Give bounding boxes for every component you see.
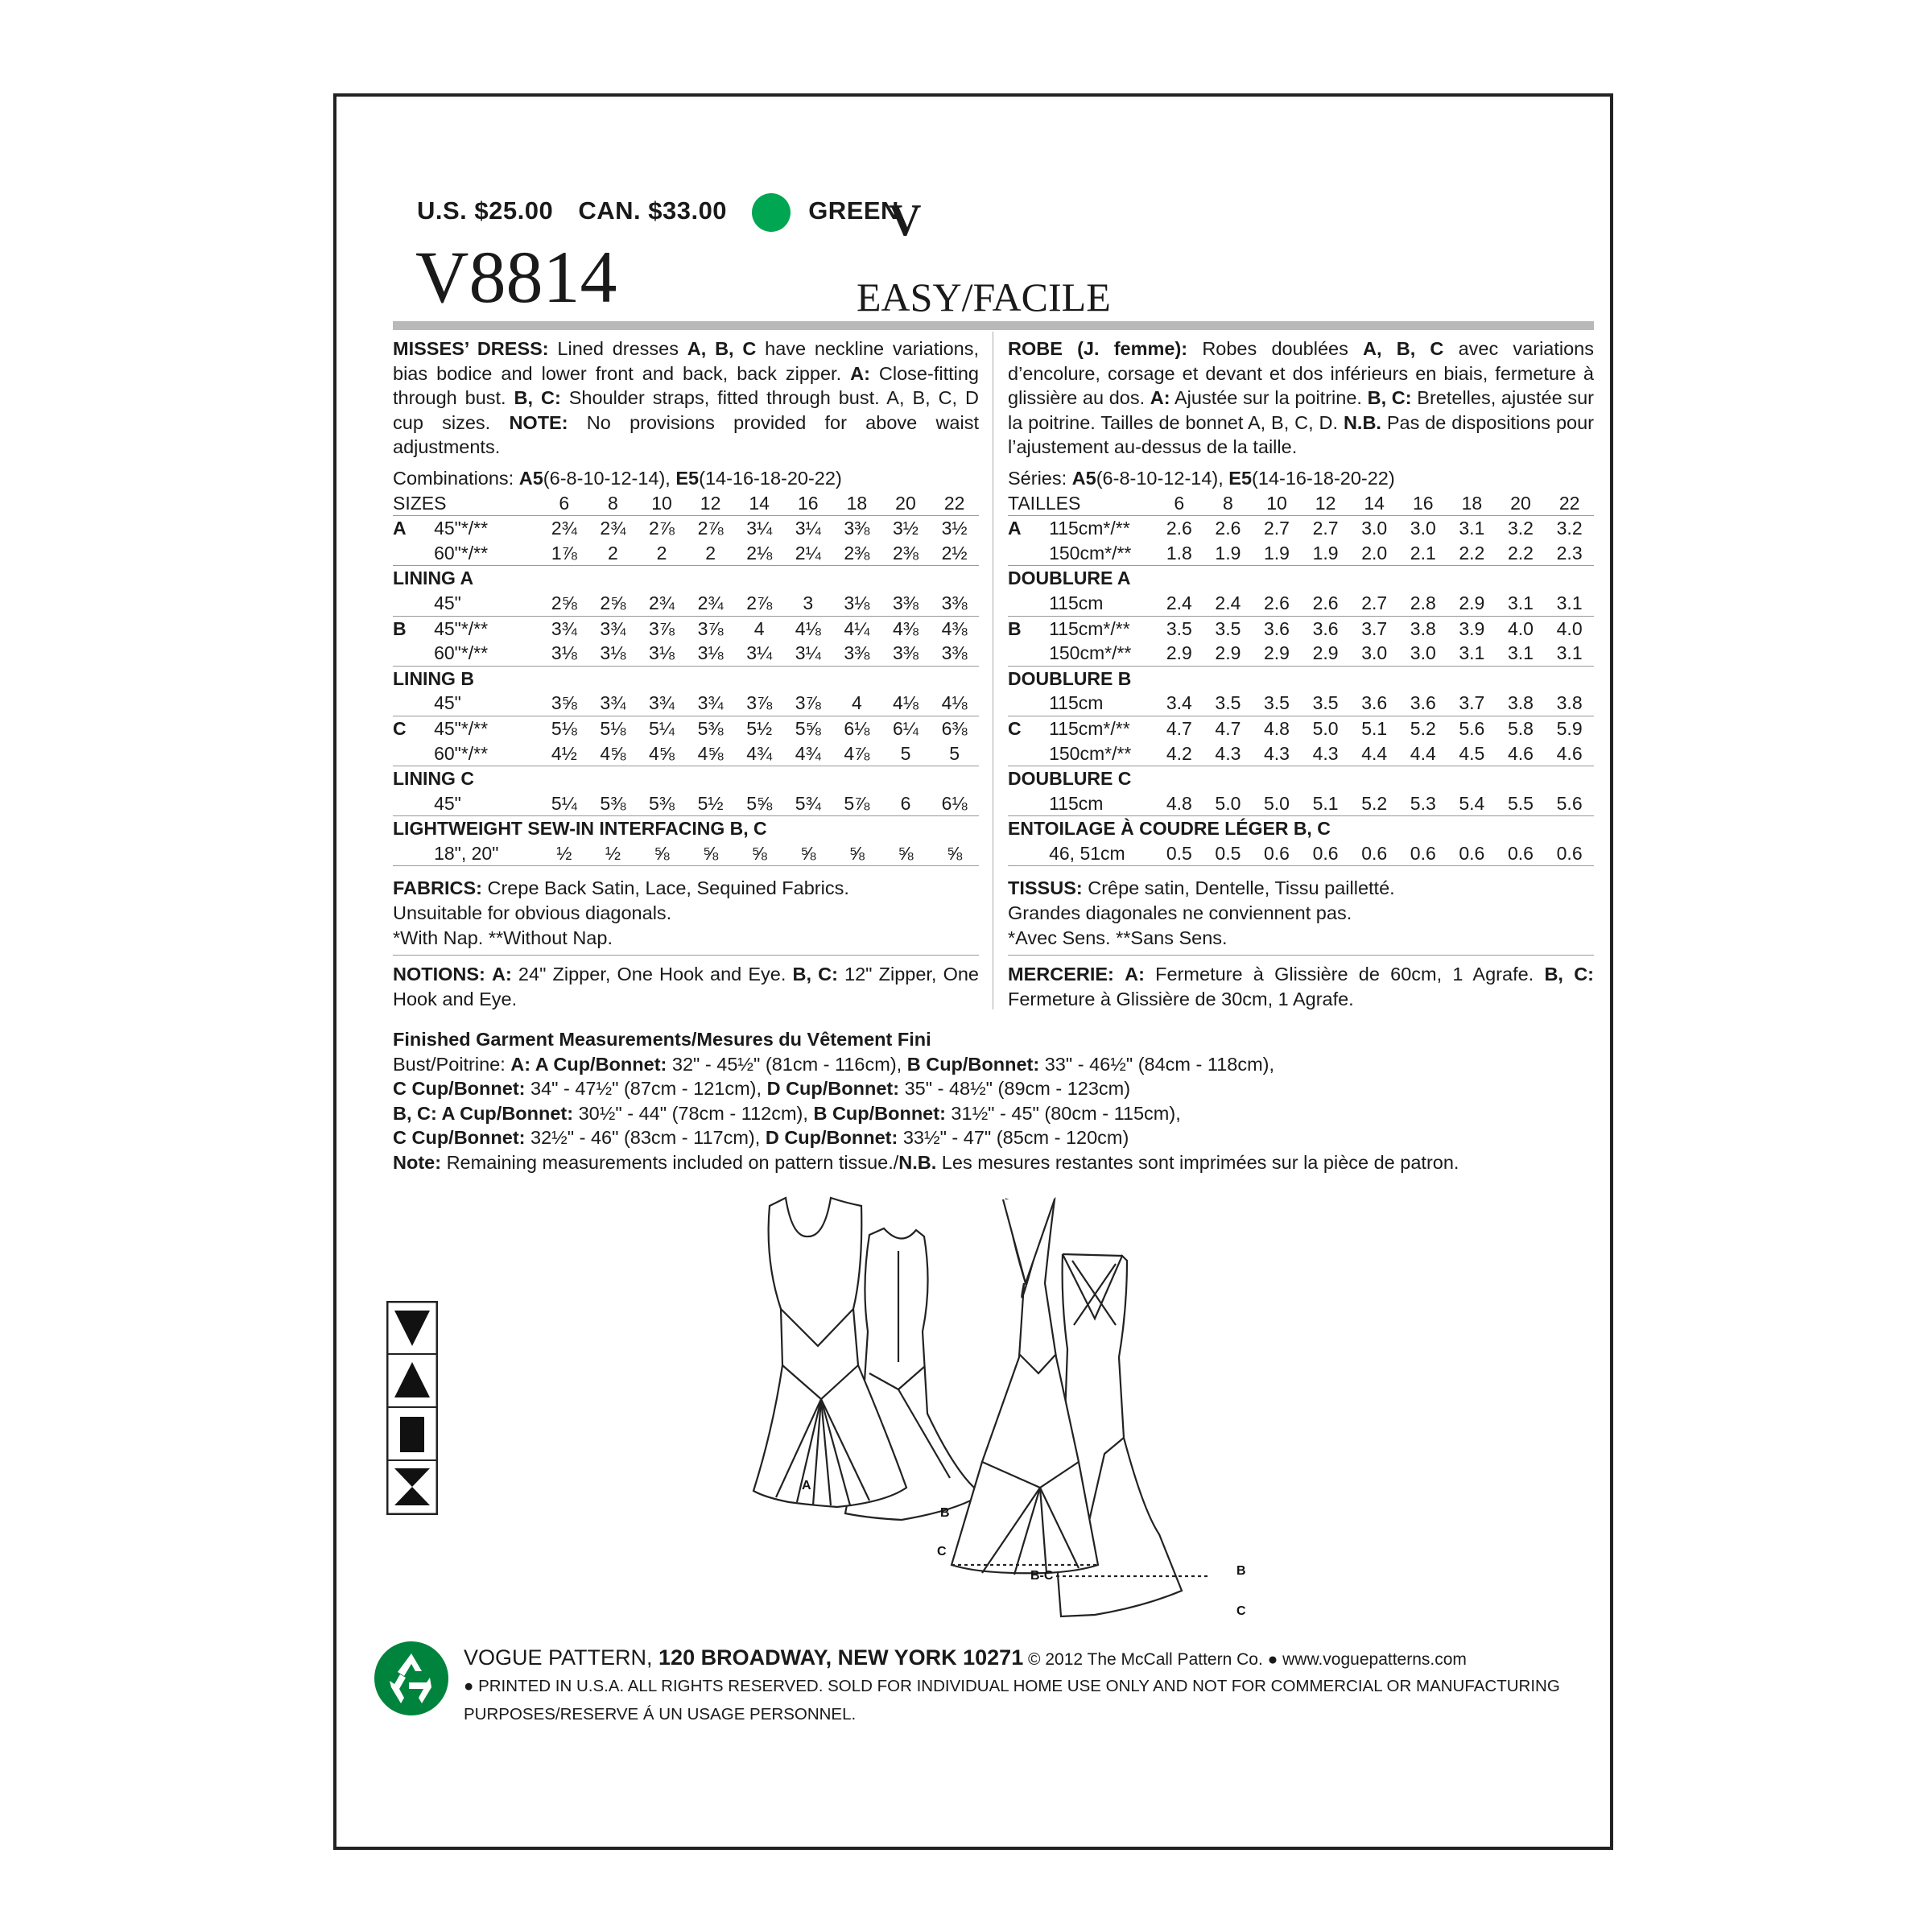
- table-row: 150cm*/** 1.8 1.9 1.9 1.9 2.0 2.1 2.2 2.2 2.3: [1008, 541, 1594, 566]
- table-row: LINING B: [393, 667, 474, 689]
- table-row: A 45"*/** 2¾ 2¾ 2⅞ 2⅞ 3¼ 3¼ 3⅜ 3½ 3½: [393, 518, 968, 539]
- size-header: 20: [881, 491, 931, 516]
- size-header: 12: [686, 491, 735, 516]
- square-icon: [400, 1417, 424, 1452]
- view-label-c: C: [937, 1545, 947, 1558]
- table-row: 60"*/** 3⅛ 3⅛ 3⅛ 3⅛ 3¼ 3¼ 3⅜ 3⅜ 3⅜: [393, 641, 979, 666]
- table-row: 46, 51cm 0.5 0.5 0.6 0.6 0.6 0.6 0.6 0.6 0.6: [1008, 841, 1594, 866]
- table-row: DOUBLURE B: [1008, 667, 1132, 689]
- table-row: 45" 3⅝ 3¾ 3¾ 3¾ 3⅞ 3⅞ 4 4⅛ 4⅛: [393, 691, 979, 716]
- notch-symbols: [386, 1301, 438, 1515]
- size-header: 8: [1203, 491, 1253, 516]
- english-combinations: Combinations: A5(6-8-10-12-14), E5(14-16-18-20-22): [393, 467, 842, 489]
- footer: [464, 1645, 1607, 1728]
- size-header: 22: [1545, 491, 1594, 516]
- english-yardage-table: [393, 491, 979, 867]
- view-label-b: B: [940, 1506, 950, 1520]
- view-label-c-back: C: [1236, 1604, 1246, 1618]
- measurements-title: Finished Garment Measurements/Mesures du Vêtement Fini: [393, 1029, 931, 1050]
- table-row: 115cm 4.8 5.0 5.0 5.1 5.2 5.3 5.4 5.5 5.6: [1008, 791, 1594, 816]
- size-header: 16: [783, 491, 832, 516]
- english-description: MISSES’ DRESS: Lined dresses A, B, C have neckline variations, bias bodice and lower front and back, back zipper. A: Close-fitting through bust. B, C: Shoulder straps, fitted through bust. A, B, C, D cup sizes. NOTE: No provisions provided for above waist adjustments.: [393, 338, 980, 458]
- table-row: C 45"*/** 5⅛ 5⅛ 5¼ 5⅜ 5½ 5⅝ 6⅛ 6¼ 6⅜: [393, 717, 968, 739]
- table-row: 45" 5¼ 5⅜ 5⅜ 5½ 5⅝ 5¾ 5⅞ 6 6⅛: [393, 791, 979, 816]
- size-header: 18: [832, 491, 881, 516]
- size-header: 10: [638, 491, 687, 516]
- can-price: CAN. $33.00: [578, 196, 728, 225]
- size-header: 12: [1301, 491, 1350, 516]
- table-row: B 115cm*/** 3.5 3.5 3.6 3.6 3.7 3.8 3.9 4.0 4.0: [1008, 617, 1583, 639]
- table-row: 60"*/** 4½ 4⅝ 4⅝ 4⅝ 4¾ 4¾ 4⅞ 5 5: [393, 741, 979, 766]
- view-label-b-back: B: [1236, 1564, 1246, 1578]
- size-header: 20: [1496, 491, 1546, 516]
- measurement-line: C Cup/Bonnet: 32½" - 46" (83cm - 117cm), D Cup/Bonnet: 33½" - 47" (85cm - 120cm): [393, 1127, 1129, 1149]
- table-header: TAILLES: [1008, 491, 1155, 516]
- recycle-icon: [374, 1641, 449, 1716]
- measurement-line: B, C: A Cup/Bonnet: 30½" - 44" (78cm - 112cm), B Cup/Bonnet: 31½" - 45" (80cm - 115cm),: [393, 1102, 1181, 1124]
- size-header: 10: [1253, 491, 1302, 516]
- table-header: SIZES: [393, 491, 540, 516]
- table-row: 115cm 2.4 2.4 2.6 2.6 2.7 2.8 2.9 3.1 3.1: [1008, 591, 1594, 616]
- size-header: 16: [1398, 491, 1447, 516]
- table-row: ENTOILAGE À COUDRE LÉGER B, C: [1008, 818, 1331, 840]
- table-row: DOUBLURE A: [1008, 568, 1131, 589]
- header-rule: [393, 321, 1594, 330]
- measurement-line: Note: Remaining measurements included on pattern tissue./N.B. Les mesures restantes sont imprimées sur la pièce de patron.: [393, 1151, 1459, 1173]
- vogue-logo-mark: V: [889, 196, 922, 246]
- french-fabrics: TISSUS: Crêpe satin, Dentelle, Tissu pailletté. Grandes diagonales ne conviennent pas. *Avec Sens. **Sans Sens.: [1008, 876, 1594, 956]
- measurement-line: C Cup/Bonnet: 34" - 47½" (87cm - 121cm), D Cup/Bonnet: 35" - 48½" (89cm - 123cm): [393, 1078, 1131, 1100]
- table-row: DOUBLURE C: [1008, 768, 1132, 790]
- footer-rights: ● PRINTED IN U.S.A. ALL RIGHTS RESERVED. SOLD FOR INDIVIDUAL HOME USE ONLY AND NOT FOR COMMERCIAL OR MANUFACTURING PURPOSES/RESERVE Á UN USAGE PERSONNEL.: [464, 1677, 1560, 1724]
- table-row: 150cm*/** 2.9 2.9 2.9 2.9 3.0 3.0 3.1 3.1 3.1: [1008, 641, 1594, 666]
- difficulty-label: EASY/FACILE: [857, 275, 1111, 320]
- finished-measurements: [393, 1027, 1600, 1175]
- table-row: 18", 20" ½ ½ ⅝ ⅝ ⅝ ⅝ ⅝ ⅝ ⅝: [393, 841, 979, 866]
- dress-a-front-drawing: [753, 1198, 906, 1507]
- size-header: 6: [1155, 491, 1204, 516]
- us-price: U.S. $25.00: [417, 196, 554, 225]
- footer-address: VOGUE PATTERN, 120 BROADWAY, NEW YORK 10271 © 2012 The McCall Pattern Co. ● www.voguepatterns.com: [464, 1645, 1467, 1670]
- size-header: 8: [588, 491, 638, 516]
- size-header: 6: [540, 491, 589, 516]
- french-notions: MERCERIE: A: Fermeture à Glissière de 60cm, 1 Agrafe. B, C: Fermeture à Glissière de 30cm, 1 Agrafe.: [1008, 964, 1594, 1009]
- color-name: GREEN: [808, 196, 899, 225]
- pattern-number: V8814: [415, 236, 617, 318]
- size-header: 18: [1447, 491, 1496, 516]
- french-combinations: Séries: A5(6-8-10-12-14), E5(14-16-18-20-22): [1008, 467, 1395, 489]
- english-notions: NOTIONS: A: 24" Zipper, One Hook and Eye. B, C: 12" Zipper, One Hook and Eye.: [393, 964, 980, 1009]
- table-row: 150cm*/** 4.2 4.3 4.3 4.3 4.4 4.4 4.5 4.6 4.6: [1008, 741, 1594, 766]
- garment-illustration: [741, 1188, 1288, 1639]
- english-column: [393, 336, 979, 1016]
- table-row: C 115cm*/** 4.7 4.7 4.8 5.0 5.1 5.2 5.6 5.8 5.9: [1008, 717, 1583, 739]
- table-row: LIGHTWEIGHT SEW-IN INTERFACING B, C: [393, 818, 767, 840]
- view-label-a: A: [802, 1479, 811, 1492]
- dress-bc-front-drawing: [952, 1199, 1098, 1575]
- french-column: [1008, 336, 1594, 1016]
- table-row: LINING C: [393, 768, 474, 790]
- table-row: B 45"*/** 3¾ 3¾ 3⅞ 3⅞ 4 4⅛ 4¼ 4⅜ 4⅜: [393, 617, 968, 639]
- table-row: 115cm 3.4 3.5 3.5 3.5 3.6 3.6 3.7 3.8 3.8: [1008, 691, 1594, 716]
- measurement-line: Bust/Poitrine: A: A Cup/Bonnet: 32" - 45½" (81cm - 116cm), B Cup/Bonnet: 33" - 46½" (84cm - 118cm),: [393, 1053, 1275, 1075]
- size-header: 14: [735, 491, 784, 516]
- french-yardage-table: [1008, 491, 1594, 867]
- table-row: 60"*/** 1⅞ 2 2 2 2⅛ 2¼ 2⅜ 2⅜ 2½: [393, 541, 979, 566]
- table-row: 45" 2⅝ 2⅝ 2¾ 2¾ 2⅞ 3 3⅛ 3⅜ 3⅜: [393, 591, 979, 616]
- english-fabrics: FABRICS: Crepe Back Satin, Lace, Sequined Fabrics. Unsuitable for obvious diagonals. *With Nap. **Without Nap.: [393, 876, 979, 956]
- view-label-bc: B-C: [1030, 1569, 1054, 1583]
- size-header: 14: [1350, 491, 1399, 516]
- price-line: [417, 193, 917, 232]
- table-row: LINING A: [393, 568, 474, 589]
- measurements-lines: [393, 1052, 1600, 1175]
- size-header: 22: [930, 491, 979, 516]
- color-dot: [752, 193, 791, 232]
- table-row: A 115cm*/** 2.6 2.6 2.7 2.7 3.0 3.0 3.1 3.2 3.2: [1008, 518, 1583, 539]
- french-description: ROBE (J. femme): Robes doublées A, B, C avec variations d’encolure, corsage et devant et dos inférieurs en biais, fermeture à glissière au dos. A: Ajustée sur la poitrine. B, C: Bretelles, ajustée sur la poitrine. Tailles de bonnet A, B, C, D. N.B. Pas de dispositions pour l’ajustement au-dessus de la taille.: [1008, 338, 1595, 458]
